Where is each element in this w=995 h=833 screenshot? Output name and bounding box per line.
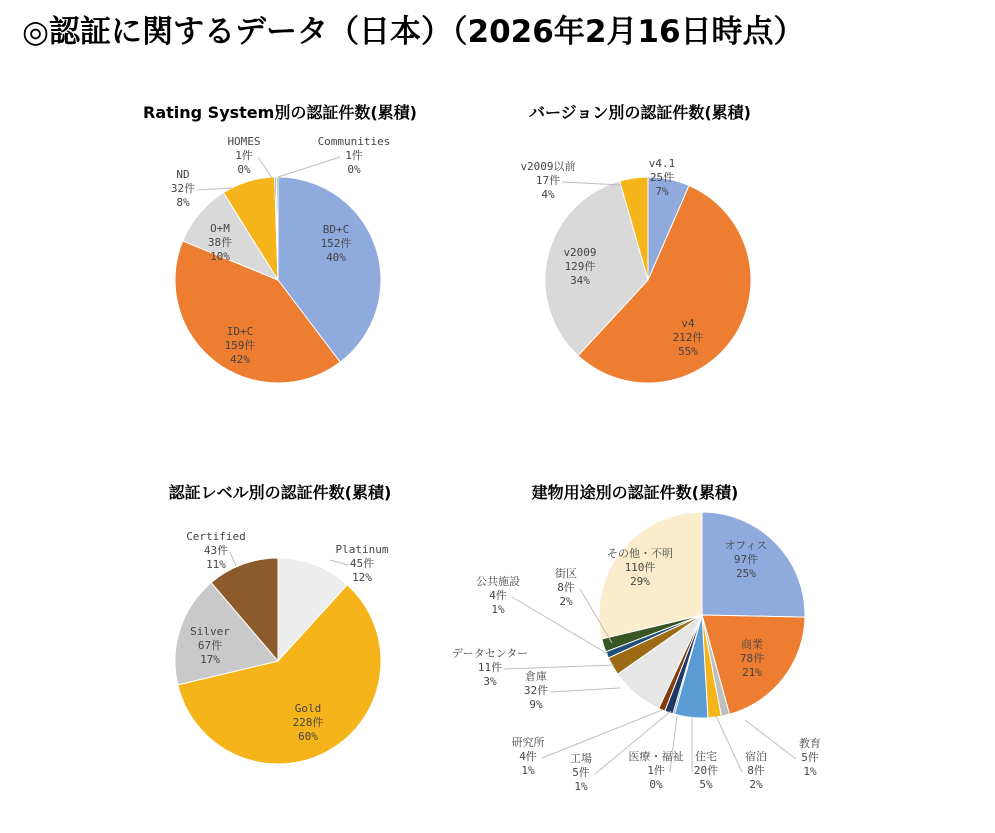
data-label-percent-slice-3: 2%	[749, 778, 763, 791]
data-label-name-v2009: v2009	[563, 246, 597, 259]
data-label-name-id-c: ID+C	[226, 325, 254, 338]
data-label-percent-o-m: 10%	[210, 250, 230, 263]
data-label-percent-homes: 0%	[237, 163, 251, 176]
data-label-name-slice-12: その他・不明	[607, 547, 673, 560]
data-label-count-o-m: 38件	[207, 236, 233, 249]
data-label-count-slice-3: 8件	[747, 764, 765, 777]
leader-line-slice-8	[550, 688, 620, 692]
data-label-count-silver: 67件	[197, 639, 223, 652]
data-label-count-slice-6: 5件	[572, 766, 590, 779]
data-label-count-certified: 43件	[203, 544, 229, 557]
leader-line-slice-5	[670, 716, 677, 772]
data-label-percent-communities: 0%	[347, 163, 361, 176]
data-label-name-silver: Silver	[190, 625, 230, 638]
data-label-name-slice-9: データセンター	[451, 647, 529, 660]
data-label-percent-nd: 8%	[176, 196, 190, 209]
data-label-name-o-m: O+M	[210, 222, 230, 235]
data-label-count-id-c: 159件	[224, 339, 256, 352]
data-label-count-slice-1: 78件	[739, 652, 765, 665]
data-label-count-v2009: 129件	[564, 260, 596, 273]
data-label-name-slice-2: 教育	[799, 737, 821, 750]
data-label-percent-slice-0: 25%	[736, 567, 756, 580]
data-label-percent-v4: 55%	[678, 345, 698, 358]
data-label-count-communities: 1件	[345, 149, 363, 162]
data-label-percent-slice-5: 0%	[649, 778, 663, 791]
data-label-name-certified: Certified	[186, 530, 246, 543]
data-label-name-slice-3: 宿泊	[745, 750, 767, 763]
data-label-count-slice-12: 110件	[624, 561, 656, 574]
data-label-name-slice-4: 住宅	[695, 750, 717, 763]
data-label-count-slice-5: 1件	[647, 764, 665, 777]
data-label-name-slice-7: 研究所	[511, 736, 545, 749]
data-label-percent-certified: 11%	[206, 558, 226, 571]
data-label-name-nd: ND	[176, 168, 190, 181]
data-label-count-homes: 1件	[235, 149, 253, 162]
chart-title-rating-system: Rating System別の認証件数(累積)	[143, 103, 417, 122]
data-label-percent-slice-1: 21%	[742, 666, 762, 679]
data-label-name-slice-10: 公共施設	[476, 575, 520, 588]
data-label-count-slice-11: 8件	[557, 581, 575, 594]
data-label-count-slice-4: 20件	[693, 764, 719, 777]
data-label-percent-slice-8: 9%	[529, 698, 543, 711]
data-label-percent-id-c: 42%	[230, 353, 250, 366]
data-label-percent-v2009: 34%	[570, 274, 590, 287]
data-label-count-nd: 32件	[170, 182, 196, 195]
leader-line-slice-3	[716, 716, 742, 772]
data-label-count-slice-8: 32件	[523, 684, 549, 697]
data-label-count-slice-2: 5件	[801, 751, 819, 764]
chart-title-level: 認証レベル別の認証件数(累積)	[168, 483, 392, 502]
data-label-name-v4: v4	[681, 317, 695, 330]
data-label-percent-slice-7: 1%	[521, 764, 535, 777]
data-label-name-v2009: v2009以前	[520, 160, 576, 173]
data-label-count-platinum: 45件	[349, 557, 375, 570]
data-label-count-slice-0: 97件	[733, 553, 759, 566]
data-label-percent-slice-9: 3%	[483, 675, 497, 688]
data-label-count-slice-7: 4件	[519, 750, 537, 763]
data-label-name-homes: HOMES	[227, 135, 261, 148]
data-label-percent-platinum: 12%	[352, 571, 372, 584]
data-label-count-slice-9: 11件	[477, 661, 503, 674]
data-label-name-slice-6: 工場	[570, 752, 592, 765]
data-label-name-platinum: Platinum	[335, 543, 389, 556]
data-label-percent-v4-1: 7%	[655, 185, 669, 198]
data-label-percent-v2009: 4%	[541, 188, 555, 201]
data-label-count-v4: 212件	[672, 331, 704, 344]
data-label-percent-slice-2: 1%	[803, 765, 817, 778]
data-label-name-slice-11: 街区	[555, 567, 577, 580]
data-label-percent-bd-c: 40%	[326, 251, 346, 264]
data-label-name-slice-0: オフィス	[724, 539, 768, 552]
data-label-name-gold: Gold	[294, 702, 322, 715]
data-label-percent-slice-6: 1%	[574, 780, 588, 793]
data-label-percent-slice-4: 5%	[699, 778, 713, 791]
leader-line-slice-9	[504, 665, 614, 669]
data-label-count-gold: 228件	[292, 716, 324, 729]
data-label-count-v2009: 17件	[535, 174, 561, 187]
data-label-percent-gold: 60%	[298, 730, 318, 743]
data-label-percent-slice-11: 2%	[559, 595, 573, 608]
page-title: ◎認証に関するデータ（日本）（2026年2月16日時点）	[22, 14, 805, 50]
data-label-name-communities: Communities	[317, 135, 391, 148]
data-label-name-slice-8: 倉庫	[525, 670, 547, 683]
data-label-percent-slice-10: 1%	[491, 603, 505, 616]
data-label-count-bd-c: 152件	[320, 237, 352, 250]
data-label-percent-slice-12: 29%	[630, 575, 650, 588]
data-label-name-v4-1: v4.1	[648, 157, 676, 170]
chart-title-version: バージョン別の認証件数(累積)	[529, 103, 751, 122]
data-label-name-slice-5: 医療・福祉	[628, 750, 684, 763]
data-label-name-slice-1: 商業	[741, 638, 763, 651]
chart-title-building-use: 建物用途別の認証件数(累積)	[531, 483, 739, 502]
data-label-count-v4-1: 25件	[649, 171, 675, 184]
data-label-percent-silver: 17%	[200, 653, 220, 666]
data-label-count-slice-10: 4件	[489, 589, 507, 602]
data-label-name-bd-c: BD+C	[322, 223, 350, 236]
